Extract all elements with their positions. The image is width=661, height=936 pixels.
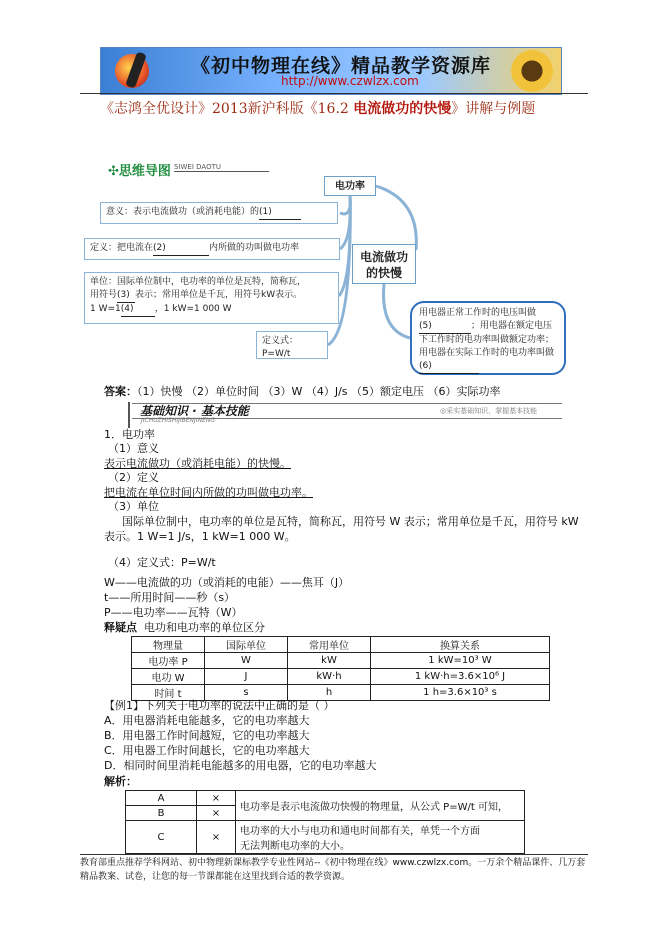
section-note: ◎采实基础知识，掌握基本技能 <box>440 407 538 415</box>
blank-2: (2) <box>153 242 209 256</box>
table-header-cell: 换算关系 <box>371 637 550 653</box>
table-cell: 1 kW=10³ W <box>371 653 550 669</box>
answer-line: 答案：（1）快慢 （2）单位时间 （3）W （4）J/s （5）额定电压 （6）实际功率 <box>104 385 501 398</box>
table-cell: h <box>288 685 371 701</box>
section-title: 基础知识 · 基本技能 <box>140 404 249 418</box>
table-header-cell: 物理量 <box>132 637 205 653</box>
example-stem: 【例1】下列关于电功率的说法中正确的是（ ） <box>104 699 335 712</box>
table-cell: A <box>126 791 197 806</box>
section-pinyin: JICHUZHISHIJIBENJINENG <box>141 417 216 424</box>
var-w: W——电流做的功（或消耗的电能）——焦耳（J） <box>104 576 350 589</box>
mindmap-center-topic: 电流做功的快慢 <box>352 244 416 284</box>
mindmap-rated-node: 用电器正常工作时的电压叫做(5) ；用电器在额定电压下工作时的电功率叫做额定功率；用电器在实际工作时的电功率叫做(6) <box>410 301 566 375</box>
table-row <box>132 669 550 685</box>
unit-text-a: 国际单位制中，电功率的单位是瓦特，简称瓦，用符号 W 表示；常用单位是千瓦，用符号 kW <box>122 515 579 528</box>
heading-definition: （2）定义 <box>108 471 159 484</box>
table-cell: 电功率的大小与电功和通电时间都有关，单凭一个方面 无法判断电功率的大小。 <box>236 821 525 854</box>
table-cell: kW <box>288 653 371 669</box>
heading-formula: （4）定义式：P=W/t <box>108 556 216 569</box>
blank-1: (1) <box>259 206 301 220</box>
definition-text: 把电流在单位时间内所做的功叫做电功率。 <box>104 486 313 499</box>
mindmap-root: 电功率 <box>324 176 376 196</box>
table-cell: 电功率 P <box>132 653 205 669</box>
table-row <box>132 653 550 669</box>
table-cell: W <box>205 653 288 669</box>
heading-unit: （3）单位 <box>108 500 159 513</box>
mindmap-unit-node: 单位：国际单位制中，电功率的单位是瓦特，简称瓦， 用符号(3) 表示；常用单位是千瓦，用符号kW表示。 1 W=1(4) ，1 kW=1 000 W <box>84 272 339 324</box>
table-cell: 1 h=3.6×10³ s <box>371 685 550 701</box>
table-cell: 时间 t <box>132 685 205 701</box>
option-c: C．用电器工作时间越长，它的电功率越大 <box>104 744 310 757</box>
table-cell: × <box>197 791 236 806</box>
table-row <box>126 821 525 854</box>
table-cell: 电功率是表示电流做功快慢的物理量，从公式 P=W/t 可知， <box>236 791 525 821</box>
mindmap-meaning-node: 意义：表示电流做功（或消耗电能）的(1) <box>100 202 338 224</box>
banner-url[interactable]: http://www.czwlzx.com <box>281 74 419 88</box>
option-d: D．相同时间里消耗电能越多的用电器，它的电功率越大 <box>104 759 377 772</box>
table-cell: B <box>126 806 197 821</box>
unit-text-b: 表示。1 W=1 J/s，1 kW=1 000 W。 <box>104 530 296 543</box>
table-header-cell: 国际单位 <box>205 637 288 653</box>
option-b: B．用电器工作时间越短，它的电功率越大 <box>104 729 310 742</box>
mindmap-label: ✣思维导图 <box>108 164 171 179</box>
mindmap-formula-node: 定义式：P=W/t <box>256 331 328 359</box>
table-cell: 1 kW·h=3.6×10⁶ J <box>371 669 550 685</box>
blank-3: (3) <box>117 289 135 303</box>
heading-power: 1．电功率 <box>104 428 155 441</box>
blank-6: (6) <box>419 360 479 374</box>
footer-text: 教育部重点推荐学科网站、初中物理新课标教学专业性网站--《初中物理在线》www.czwlzx.com。一万余个精品课件、几万套精品教案、试卷，让您的每一节课都能在这里找到合适的教学资源。 <box>80 858 586 882</box>
difficulty-line: 释疑点 电功和电功率的单位区分 <box>104 621 265 634</box>
table-cell: J <box>205 669 288 685</box>
table-cell: C <box>126 821 197 854</box>
mindmap-definition-node: 定义：把电流在(2) 内所做的功叫做电功率 <box>84 238 340 260</box>
blank-4: (4) <box>121 303 155 317</box>
unit-table-header <box>132 637 550 653</box>
mindmap-label-pinyin: SIWEI DAOTU <box>174 163 269 172</box>
analysis-label: 解析： <box>104 775 137 788</box>
table-cell: s <box>205 685 288 701</box>
document-title: 《志鸿全优设计》2013新沪科版《16.2 电流做功的快慢》讲解与例题 <box>100 101 536 117</box>
table-cell: × <box>197 806 236 821</box>
table-cell: kW·h <box>288 669 371 685</box>
analysis-table <box>125 790 525 854</box>
blank-5: (5) <box>419 320 471 334</box>
var-p: P——电功率——瓦特（W） <box>104 606 243 619</box>
table-cell: × <box>197 821 236 854</box>
table-row <box>126 791 525 806</box>
var-t: t——所用时间——秒（s） <box>104 591 236 604</box>
heading-meaning: （1）意义 <box>108 442 159 455</box>
table-cell: 电功 W <box>132 669 205 685</box>
footer-divider <box>80 854 588 855</box>
banner-title: 《初中物理在线》精品教学资源库 <box>191 55 492 77</box>
table-header-cell: 常用单位 <box>288 637 371 653</box>
unit-table <box>131 636 550 701</box>
meaning-text: 表示电流做功（或消耗电能）的快慢。 <box>104 457 291 470</box>
option-a: A．用电器消耗电能越多，它的电功率越大 <box>104 714 310 727</box>
